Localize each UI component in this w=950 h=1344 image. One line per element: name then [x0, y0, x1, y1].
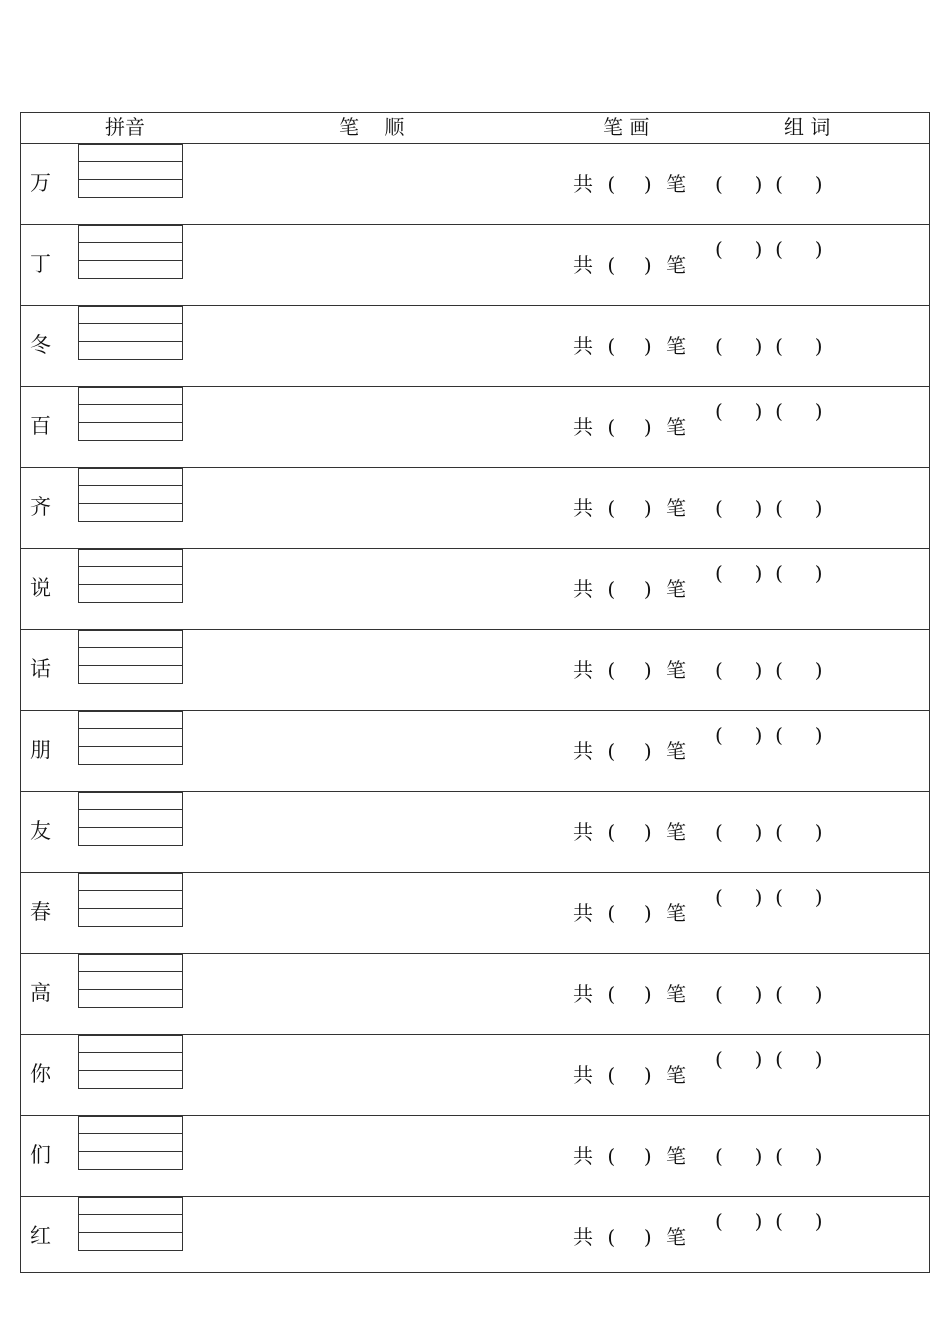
character-label: 春	[30, 900, 51, 924]
pinyin-writing-box[interactable]	[78, 1197, 183, 1251]
word-building-blanks[interactable]: ( ) ( )	[715, 172, 823, 196]
stroke-count-blank[interactable]: 共 ( ) 笔	[573, 415, 687, 439]
word-building-blanks[interactable]: ( ) ( )	[715, 1209, 823, 1233]
pinyin-writing-box[interactable]	[78, 1035, 183, 1089]
character-row	[21, 791, 929, 873]
character-row	[21, 224, 929, 306]
character-row	[21, 548, 929, 630]
word-building-blanks[interactable]: ( ) ( )	[715, 496, 823, 520]
character-row	[21, 467, 929, 549]
character-row	[21, 629, 929, 711]
character-label: 你	[30, 1062, 51, 1086]
pinyin-writing-box[interactable]	[78, 549, 183, 603]
stroke-count-blank[interactable]: 共 ( ) 笔	[573, 1063, 687, 1087]
word-building-blanks[interactable]: ( ) ( )	[715, 561, 823, 585]
header-stroke-order: 笔 顺	[339, 115, 405, 139]
word-building-blanks[interactable]: ( ) ( )	[715, 982, 823, 1006]
pinyin-writing-box[interactable]	[78, 468, 183, 522]
stroke-count-blank[interactable]: 共 ( ) 笔	[573, 334, 687, 358]
stroke-count-blank[interactable]: 共 ( ) 笔	[573, 253, 687, 277]
pinyin-writing-box[interactable]	[78, 1116, 183, 1170]
stroke-count-blank[interactable]: 共 ( ) 笔	[573, 739, 687, 763]
word-building-blanks[interactable]: ( ) ( )	[715, 723, 823, 747]
word-building-blanks[interactable]: ( ) ( )	[715, 885, 823, 909]
stroke-count-blank[interactable]: 共 ( ) 笔	[573, 982, 687, 1006]
stroke-count-blank[interactable]: 共 ( ) 笔	[573, 172, 687, 196]
character-row	[21, 386, 929, 468]
pinyin-writing-box[interactable]	[78, 954, 183, 1008]
character-label: 万	[30, 171, 51, 195]
table-header	[21, 113, 929, 144]
character-label: 百	[30, 414, 51, 438]
character-label: 冬	[30, 333, 51, 357]
character-label: 说	[30, 576, 51, 600]
character-label: 友	[30, 819, 51, 843]
pinyin-writing-box[interactable]	[78, 225, 183, 279]
pinyin-writing-box[interactable]	[78, 873, 183, 927]
character-row	[21, 1115, 929, 1197]
character-row	[21, 143, 929, 225]
character-label: 话	[30, 657, 51, 681]
stroke-count-blank[interactable]: 共 ( ) 笔	[573, 1144, 687, 1168]
character-row	[21, 953, 929, 1035]
pinyin-writing-box[interactable]	[78, 306, 183, 360]
character-label: 朋	[30, 738, 51, 762]
pinyin-writing-box[interactable]	[78, 387, 183, 441]
stroke-count-blank[interactable]: 共 ( ) 笔	[573, 496, 687, 520]
stroke-count-blank[interactable]: 共 ( ) 笔	[573, 901, 687, 925]
character-label: 丁	[30, 252, 51, 276]
pinyin-writing-box[interactable]	[78, 144, 183, 198]
word-building-blanks[interactable]: ( ) ( )	[715, 334, 823, 358]
character-label: 齐	[30, 495, 51, 519]
stroke-count-blank[interactable]: 共 ( ) 笔	[573, 1225, 687, 1249]
header-word-building: 组 词	[784, 115, 831, 139]
word-building-blanks[interactable]: ( ) ( )	[715, 399, 823, 423]
header-stroke-count: 笔 画	[603, 115, 650, 139]
pinyin-writing-box[interactable]	[78, 792, 183, 846]
character-label: 红	[30, 1224, 51, 1248]
character-row	[21, 872, 929, 954]
character-label: 们	[30, 1143, 51, 1167]
word-building-blanks[interactable]: ( ) ( )	[715, 237, 823, 261]
word-building-blanks[interactable]: ( ) ( )	[715, 1047, 823, 1071]
character-row	[21, 1196, 929, 1277]
header-pinyin: 拼音	[105, 115, 145, 139]
word-building-blanks[interactable]: ( ) ( )	[715, 1144, 823, 1168]
word-building-blanks[interactable]: ( ) ( )	[715, 658, 823, 682]
stroke-count-blank[interactable]: 共 ( ) 笔	[573, 658, 687, 682]
pinyin-writing-box[interactable]	[78, 630, 183, 684]
stroke-count-blank[interactable]: 共 ( ) 笔	[573, 820, 687, 844]
worksheet-table	[20, 112, 930, 1273]
character-row	[21, 710, 929, 792]
character-row	[21, 1034, 929, 1116]
character-label: 高	[30, 981, 51, 1005]
word-building-blanks[interactable]: ( ) ( )	[715, 820, 823, 844]
pinyin-writing-box[interactable]	[78, 711, 183, 765]
stroke-count-blank[interactable]: 共 ( ) 笔	[573, 577, 687, 601]
character-row	[21, 305, 929, 387]
